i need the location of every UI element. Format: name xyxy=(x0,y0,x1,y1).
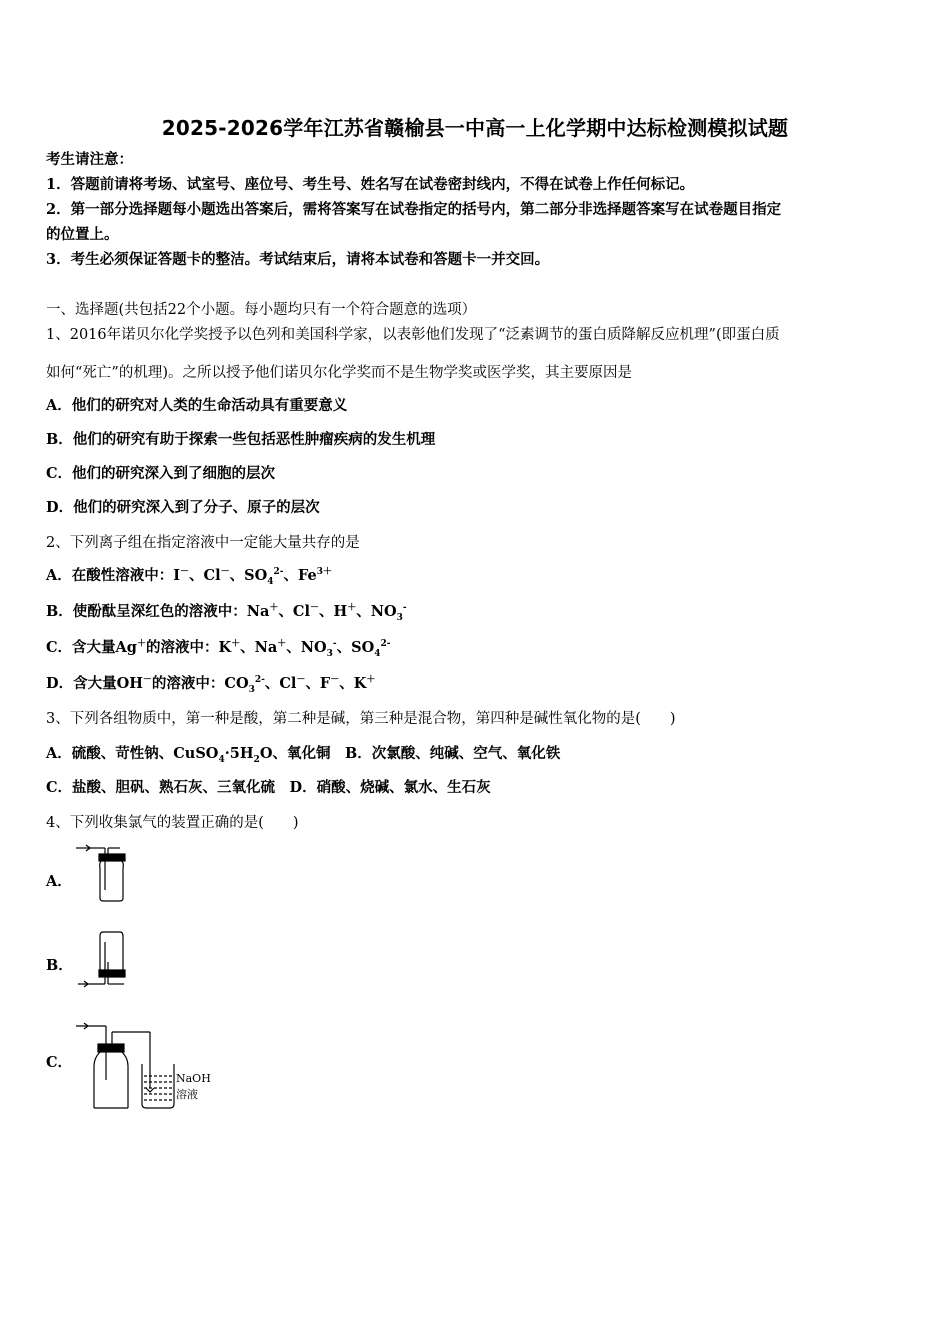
q4-stem: 4、下列收集氯气的装置正确的是( ) xyxy=(46,815,299,831)
q2a-ion4: 、Fe xyxy=(283,567,317,584)
q2c-mid: 的溶液中： xyxy=(145,639,219,656)
q3-options-ab xyxy=(46,744,560,764)
q2d-mid: 的溶液中： xyxy=(151,675,225,692)
q2d-ion4: 、K xyxy=(339,675,367,692)
notice-item-3: 3．考生必须保证答题卡的整洁。考试结束后，请将本试卷和答题卡一并交回。 xyxy=(46,251,550,268)
q2d-charge2: － xyxy=(296,675,306,686)
q2d-charge0: － xyxy=(142,675,152,686)
q4-option-c-label: C． xyxy=(46,1054,73,1071)
q3ab-part1: A．硫酸、苛性钠、CuSO xyxy=(46,745,219,762)
q2-option-d xyxy=(46,674,375,694)
q2c-charge1: ＋ xyxy=(231,639,241,650)
q2c-ion2: 、Na xyxy=(240,639,278,656)
q2-stem: 2、下列离子组在指定溶液中一定能大量共存的是 xyxy=(46,535,360,551)
q2a-ion2: 、Cl xyxy=(189,567,221,584)
section-heading: 一、选择题(共包括22个小题。每小题均只有一个符合题意的选项） xyxy=(46,302,477,318)
q2d-ion2: 、Cl xyxy=(264,675,297,692)
q2b-ion4: 、NO xyxy=(356,603,397,620)
q1-option-a: A．他们的研究对人类的生命活动具有重要意义 xyxy=(46,397,348,414)
q2b-charge3: ＋ xyxy=(347,603,357,614)
q4c-solution-label: 溶液 xyxy=(176,1088,198,1101)
q2b-sub4: 3 xyxy=(396,612,403,623)
q2c-ion1: K xyxy=(218,639,232,656)
q2c-charge2: ＋ xyxy=(277,639,287,650)
q2-option-c xyxy=(46,638,391,658)
q2d-charge3: － xyxy=(330,675,340,686)
q4-option-b-label: B． xyxy=(46,957,73,974)
q2c-ion4: 、SO xyxy=(336,639,375,656)
q3-options-cd: C．盐酸、胆矾、熟石灰、三氧化硫 D．硝酸、烧碱、氯水、生石灰 xyxy=(46,779,491,796)
notice-item-2-cont: 的位置上。 xyxy=(46,226,119,243)
q2c-prefix: C．含大量Ag xyxy=(46,639,137,656)
q2a-charge2: － xyxy=(220,567,230,578)
q2c-ion3: 、NO xyxy=(286,639,327,656)
q2a-charge4: 3＋ xyxy=(316,567,333,578)
q2-option-b xyxy=(46,602,407,622)
q2d-sub1: 3 xyxy=(248,684,255,695)
q1-stem-line1: 1、2016年诺贝尔化学奖授予以色列和美国科学家，以表彰他们发现了“泛素调节的蛋白质降解反应机理”(即蛋白质 xyxy=(46,327,780,343)
q1-stem-line2: 如何“死亡”的机理)。之所以授予他们诺贝尔化学奖而不是生物学奖或医学奖，其主要原因是 xyxy=(46,365,632,381)
q2c-charge0: ＋ xyxy=(136,639,146,650)
q2c-charge4: 2- xyxy=(380,639,391,650)
q2d-ion3: 、F xyxy=(305,675,331,692)
q2a-prefix: A．在酸性溶液中： xyxy=(46,567,174,584)
q2a-charge3: 2- xyxy=(273,567,284,578)
q4c-naoh-label: NaOH xyxy=(176,1072,211,1085)
notice-item-1: 1．答题前请将考场、试室号、座位号、考生号、姓名写在试卷密封线内，不得在试卷上作任何标记。 xyxy=(46,176,695,193)
q2d-ion1: CO xyxy=(224,675,249,692)
q2c-sub4: 4 xyxy=(374,648,381,659)
q2d-prefix: D．含大量OH xyxy=(46,675,143,692)
q2c-sub3: 3 xyxy=(326,648,333,659)
q2c-charge3: - xyxy=(332,639,337,650)
q1-option-c: C．他们的研究深入到了细胞的层次 xyxy=(46,465,276,482)
q2a-charge1: － xyxy=(180,567,190,578)
q3ab-sub2: 2 xyxy=(253,754,260,765)
q2b-ion3: 、H xyxy=(319,603,348,620)
q2b-prefix: B．使酚酞呈深红色的溶液中： xyxy=(46,603,247,620)
q2d-charge1: 2- xyxy=(254,675,265,686)
q1-option-b: B．他们的研究有助于探索一些包括恶性肿瘤疾病的发生机理 xyxy=(46,431,436,448)
q4-apparatus-c xyxy=(72,1018,222,1113)
q2a-ion1: I xyxy=(173,567,181,584)
notice-item-2: 2．第一部分选择题每小题选出答案后，需将答案写在试卷指定的括号内，第二部分非选择题答案写在试卷题目指定 xyxy=(46,201,782,218)
q2b-ion2: 、Cl xyxy=(278,603,310,620)
q2b-charge4: - xyxy=(402,603,407,614)
q2a-ion3: 、SO xyxy=(229,567,268,584)
q4-option-a-label: A． xyxy=(46,873,72,890)
q4-apparatus-a xyxy=(72,842,132,904)
q2d-charge4: ＋ xyxy=(366,675,376,686)
q3ab-part3: O、氧化铜 B．次氯酸、纯碱、空气、氧化铁 xyxy=(259,745,561,762)
page-title: 2025-2026学年江苏省赣榆县一中高一上化学期中达标检测模拟试题 xyxy=(161,116,789,140)
q2a-sub3: 4 xyxy=(267,576,274,587)
q3-stem: 3、下列各组物质中，第一种是酸，第二种是碱，第三种是混合物，第四种是碱性氧化物的是( ) xyxy=(46,711,676,727)
q2b-charge1: ＋ xyxy=(269,603,279,614)
q4-apparatus-b xyxy=(72,928,132,990)
q1-option-d: D．他们的研究深入到了分子、原子的层次 xyxy=(46,499,320,516)
notice-heading: 考生请注意： xyxy=(46,151,133,168)
q2-option-a xyxy=(46,566,332,586)
q2b-ion1: Na xyxy=(246,603,270,620)
q3ab-sub1: 4 xyxy=(218,754,225,765)
q2b-charge2: － xyxy=(310,603,320,614)
q3ab-part2: ·5H xyxy=(224,745,254,762)
